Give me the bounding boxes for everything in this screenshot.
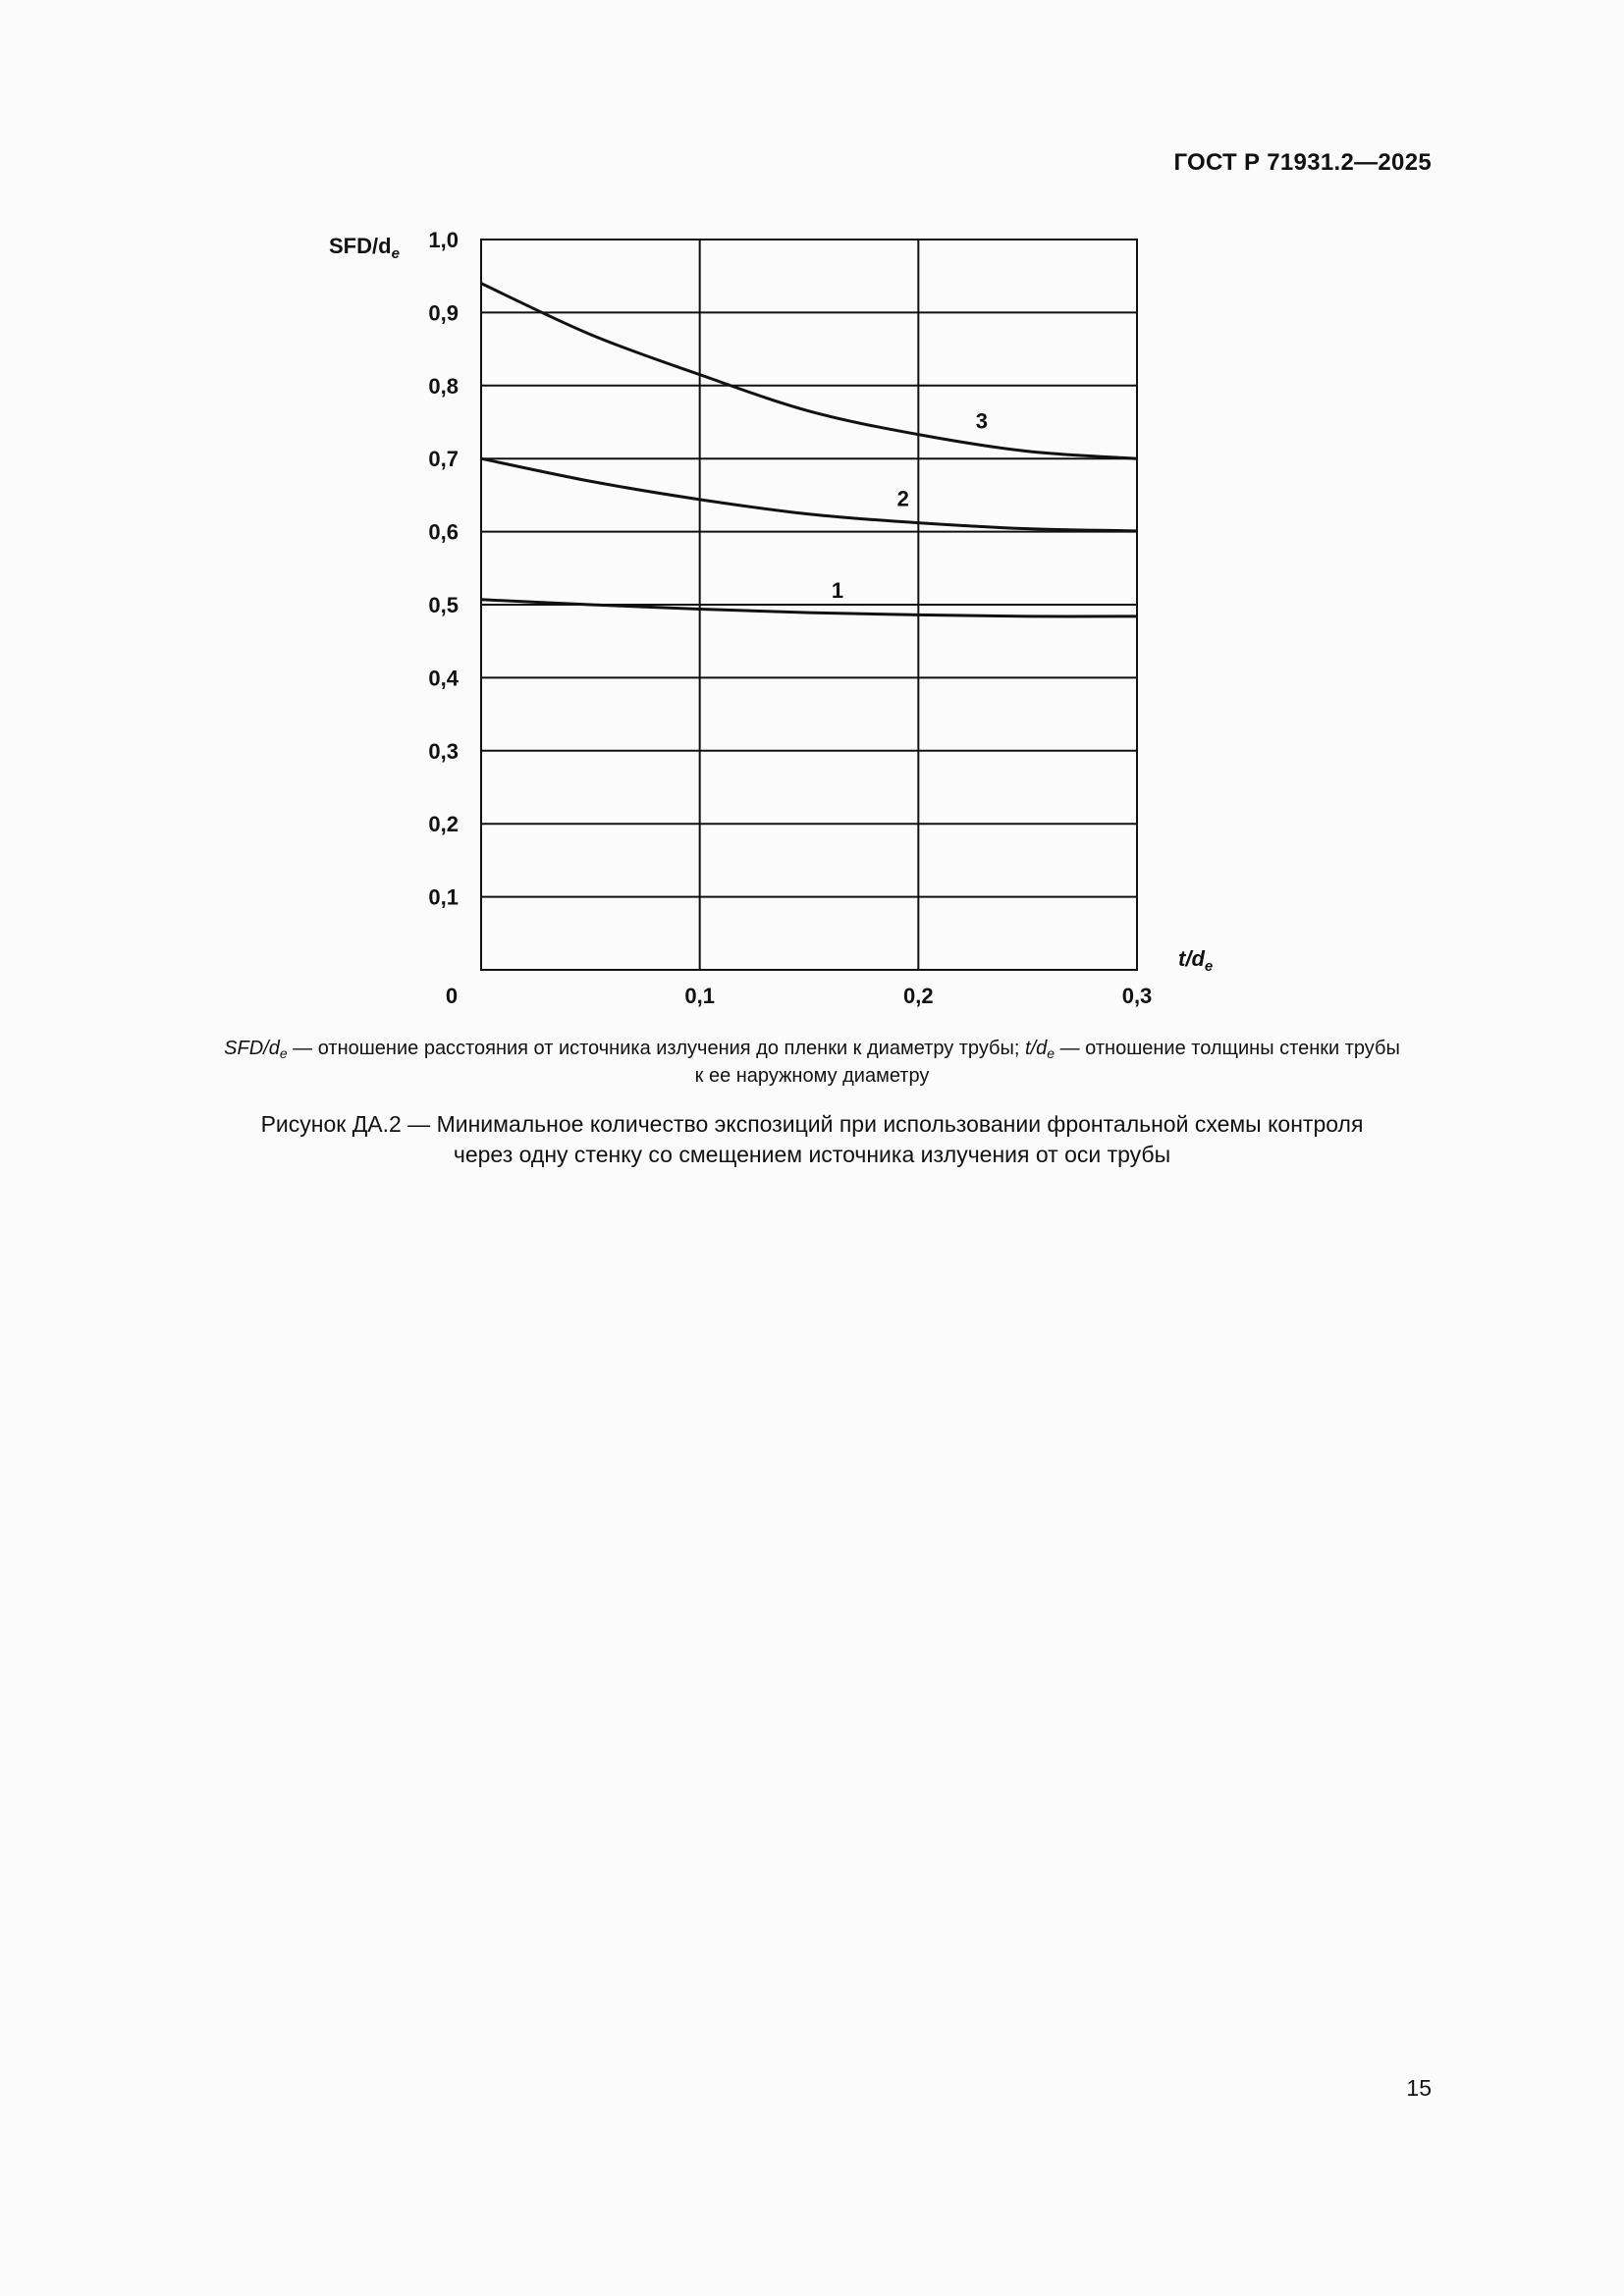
x-tick-label: 0,3	[1121, 984, 1153, 1008]
y-tick-label: 0,8	[428, 373, 459, 399]
document-header: ГОСТ Р 71931.2—2025	[1173, 149, 1432, 176]
sfd-definition: — отношение расстояния от источника излучения до пленки к диаметру трубы;	[287, 1038, 1026, 1059]
t-definition: — отношение толщины стенки трубы	[1055, 1038, 1400, 1059]
y-tick-label: 0,2	[428, 812, 459, 837]
y-axis-label: SFD/$d_e$	[329, 234, 400, 262]
x-tick-label: 0,2	[903, 984, 934, 1008]
y-tick-label: 0,3	[428, 738, 459, 764]
sfd-chart	[0, 0, 1624, 1031]
t-symbol: $t/d_e$	[1025, 1038, 1056, 1061]
series-1-line	[481, 600, 1137, 616]
series-1-label: 1	[831, 577, 844, 603]
y-tick-label: 1,0	[428, 228, 459, 252]
series-2-line	[481, 458, 1137, 531]
caption-line-2: через одну стенку со смещением источника излучения от оси трубы	[453, 1142, 1171, 1167]
y-tick-label: 0,6	[428, 519, 459, 545]
x-axis-label: $t/d_e$	[1178, 946, 1214, 975]
figure-legend	[98, 1035, 1526, 1090]
page-number: 15	[1406, 2075, 1432, 2101]
sfd-symbol: SFD/$d_e$	[224, 1038, 288, 1061]
legend-line-2: к ее наружному диаметру	[694, 1065, 930, 1087]
x-tick-label: 0,1	[684, 984, 715, 1008]
origin-label: 0	[445, 984, 459, 1008]
series-3-label: 3	[975, 408, 989, 434]
y-tick-label: 0,7	[428, 447, 459, 472]
y-tick-label: 0,5	[428, 593, 459, 617]
series-3-line	[481, 284, 1137, 459]
y-tick-label: 0,1	[428, 884, 459, 910]
y-tick-label: 0,9	[428, 300, 459, 326]
figure-caption	[98, 1109, 1526, 1170]
legend-line-1	[98, 1035, 1526, 1062]
y-tick-label: 0,4	[428, 666, 459, 691]
caption-line-1: Рисунок ДА.2 — Минимальное количество экспозиций при использовании фронтальной схемы контроля	[260, 1111, 1364, 1137]
series-2-label: 2	[896, 486, 909, 511]
